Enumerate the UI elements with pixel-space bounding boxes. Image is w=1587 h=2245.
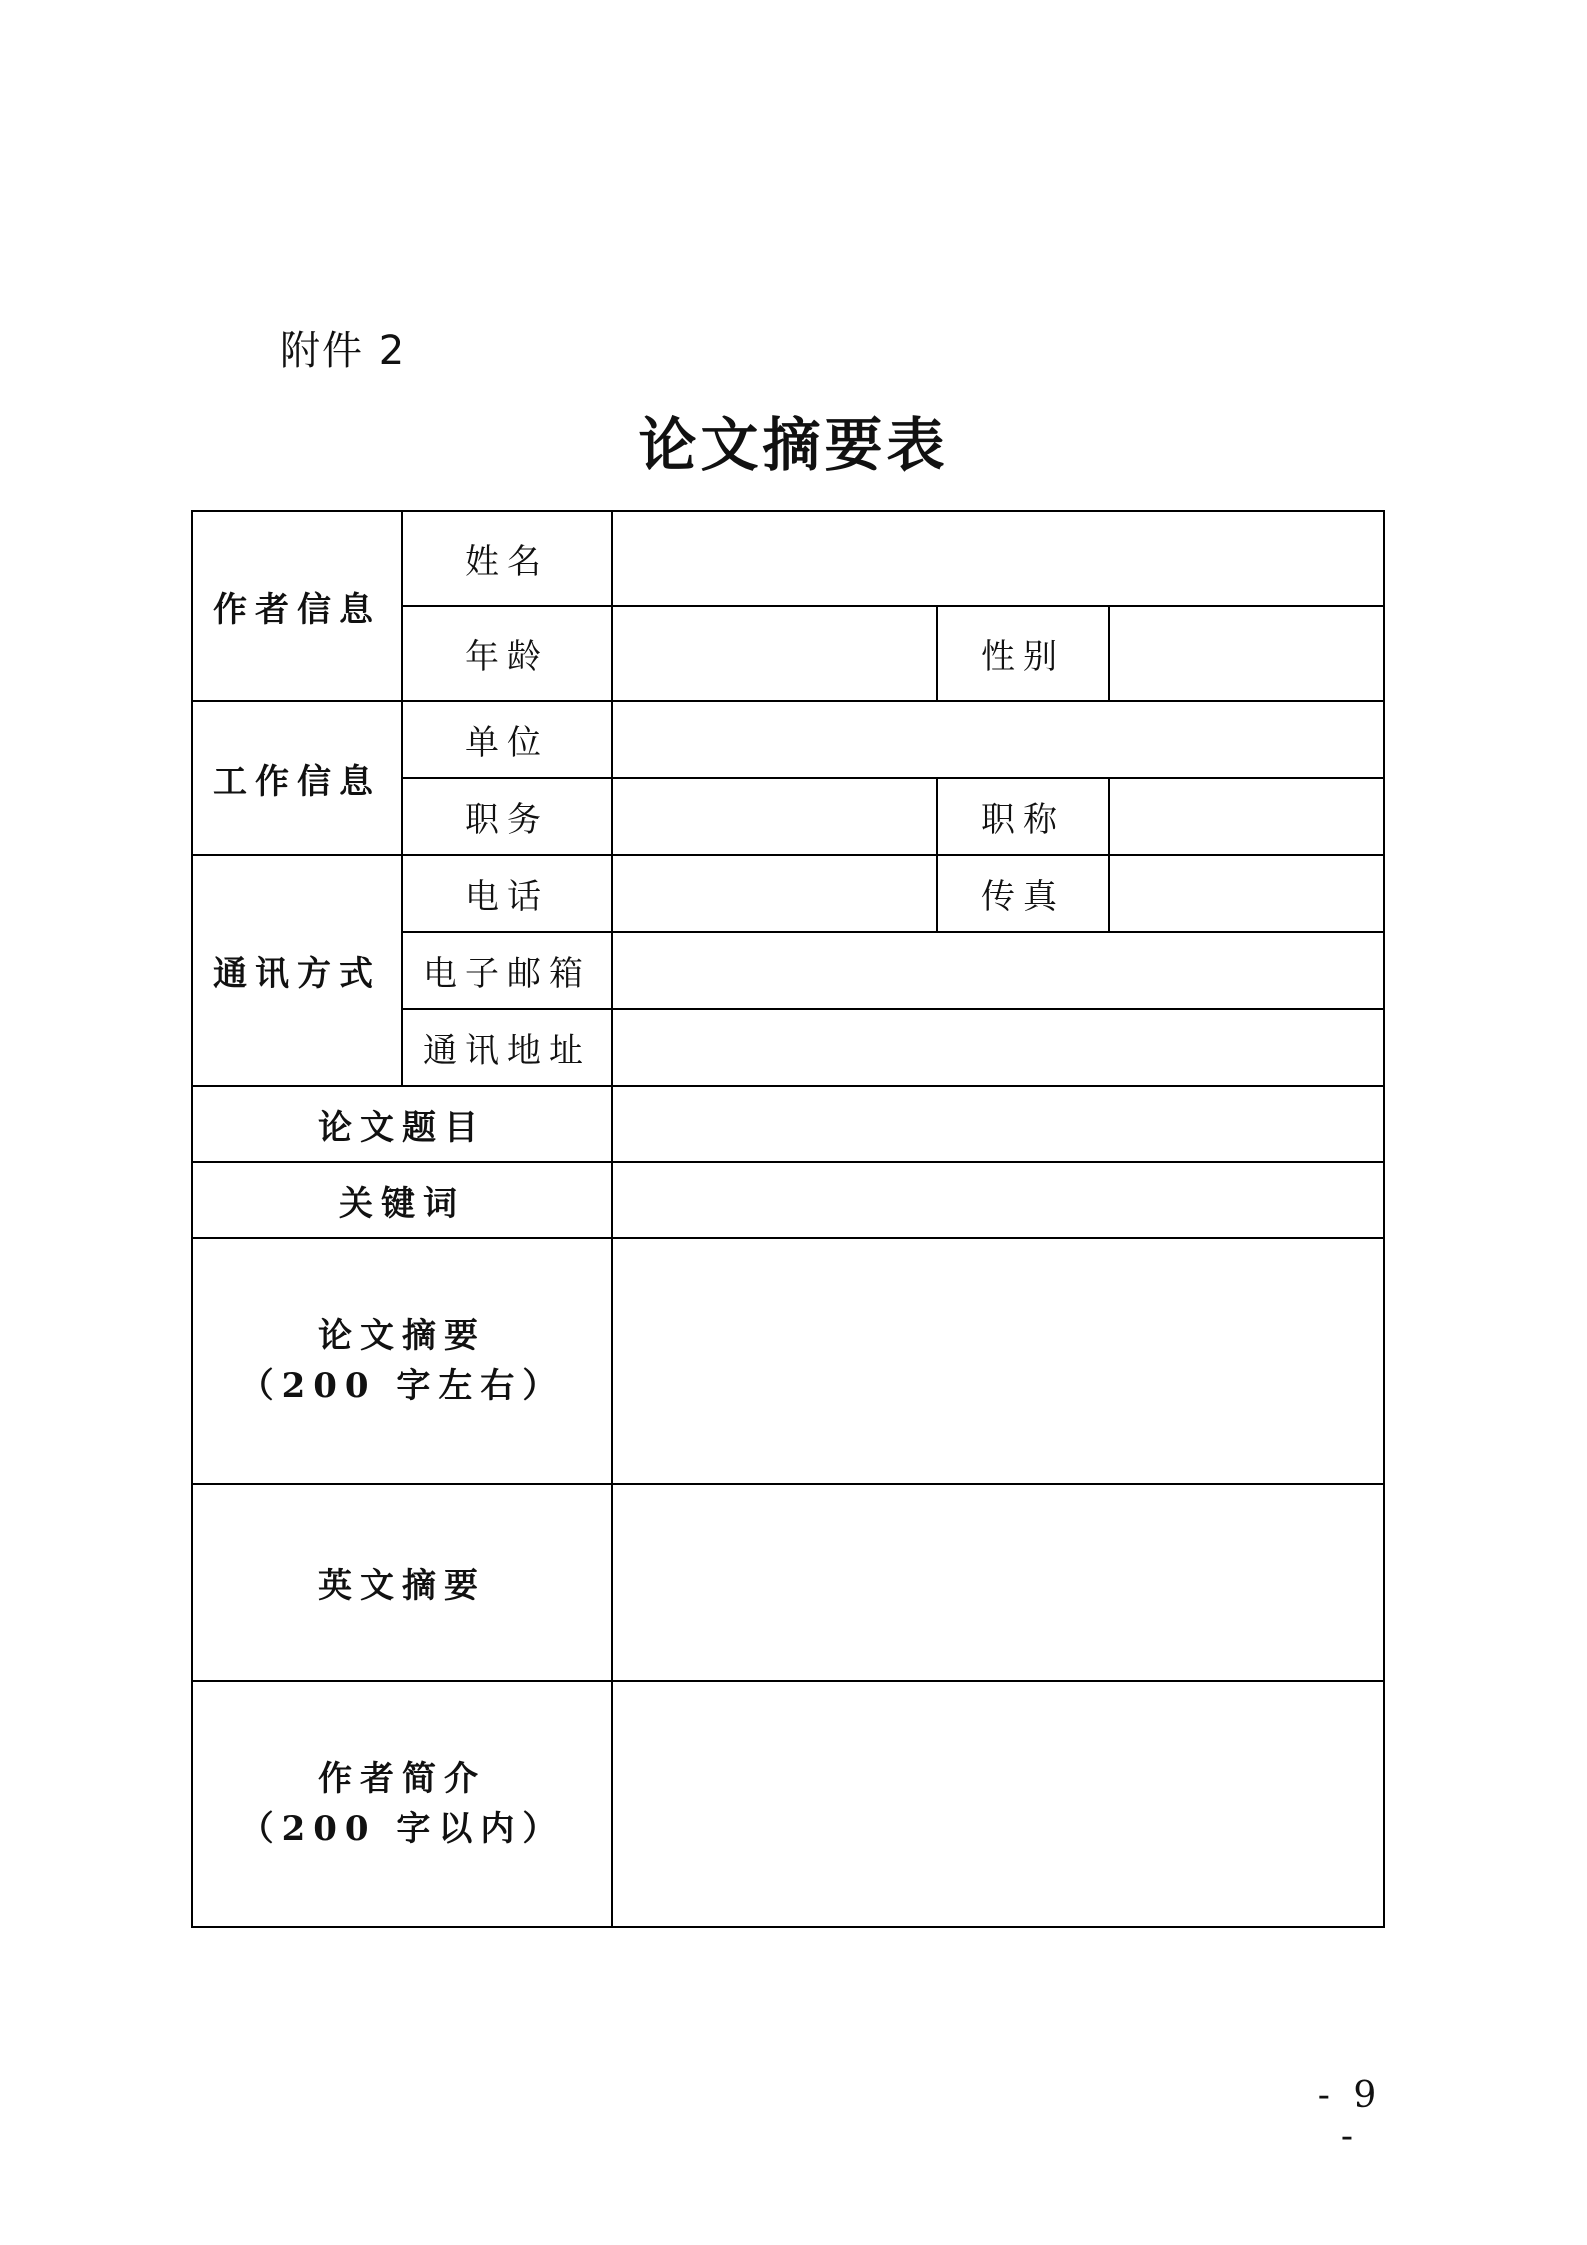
bio-label-cell [192, 1681, 612, 1927]
paper-title-label: 论文题目 [192, 1086, 612, 1162]
abstract-field[interactable] [612, 1238, 1384, 1484]
phone-label: 电话 [402, 855, 612, 932]
address-label: 通讯地址 [402, 1009, 612, 1086]
author-info-group-label: 作者信息 [192, 511, 402, 701]
address-field[interactable] [612, 1009, 1384, 1086]
paper-title-row [192, 1086, 1384, 1162]
bio-row [192, 1681, 1384, 1927]
abstract-row [192, 1238, 1384, 1484]
gender-label: 性别 [937, 606, 1109, 701]
age-label: 年龄 [402, 606, 612, 701]
fax-field[interactable] [1109, 855, 1384, 932]
keywords-label: 关键词 [192, 1162, 612, 1238]
unit-label: 单位 [402, 701, 612, 778]
email-label: 电子邮箱 [402, 932, 612, 1009]
page-title: 论文摘要表 [638, 411, 949, 479]
title-rank-label: 职称 [937, 778, 1109, 855]
phone-field[interactable] [612, 855, 937, 932]
keywords-row [192, 1162, 1384, 1238]
name-field[interactable] [612, 511, 1384, 606]
bio-note: （200 字以内） [239, 1809, 565, 1849]
unit-row [192, 701, 1384, 778]
name-row [192, 511, 1384, 606]
gender-field[interactable] [1109, 606, 1384, 701]
position-field[interactable] [612, 778, 937, 855]
title-rank-field[interactable] [1109, 778, 1384, 855]
english-abstract-row [192, 1484, 1384, 1681]
keywords-field[interactable] [612, 1162, 1384, 1238]
age-field[interactable] [612, 606, 937, 701]
name-label: 姓名 [402, 511, 612, 606]
english-abstract-label: 英文摘要 [192, 1484, 612, 1681]
fax-label: 传真 [937, 855, 1109, 932]
abstract-form-table [191, 510, 1385, 1928]
paper-title-field[interactable] [612, 1086, 1384, 1162]
work-info-group-label: 工作信息 [192, 701, 402, 855]
attachment-label: 附件 2 [280, 328, 407, 374]
phone-row [192, 855, 1384, 932]
contact-group-label: 通讯方式 [192, 855, 402, 1086]
abstract-label: 论文摘要 [318, 1316, 486, 1356]
abstract-note: （200 字左右） [239, 1366, 565, 1406]
english-abstract-field[interactable] [612, 1484, 1384, 1681]
position-label: 职务 [402, 778, 612, 855]
bio-label: 作者简介 [318, 1759, 486, 1799]
page-number: - 9 - [1317, 2075, 1383, 2157]
abstract-label-cell [192, 1238, 612, 1484]
bio-field[interactable] [612, 1681, 1384, 1927]
email-field[interactable] [612, 932, 1384, 1009]
unit-field[interactable] [612, 701, 1384, 778]
